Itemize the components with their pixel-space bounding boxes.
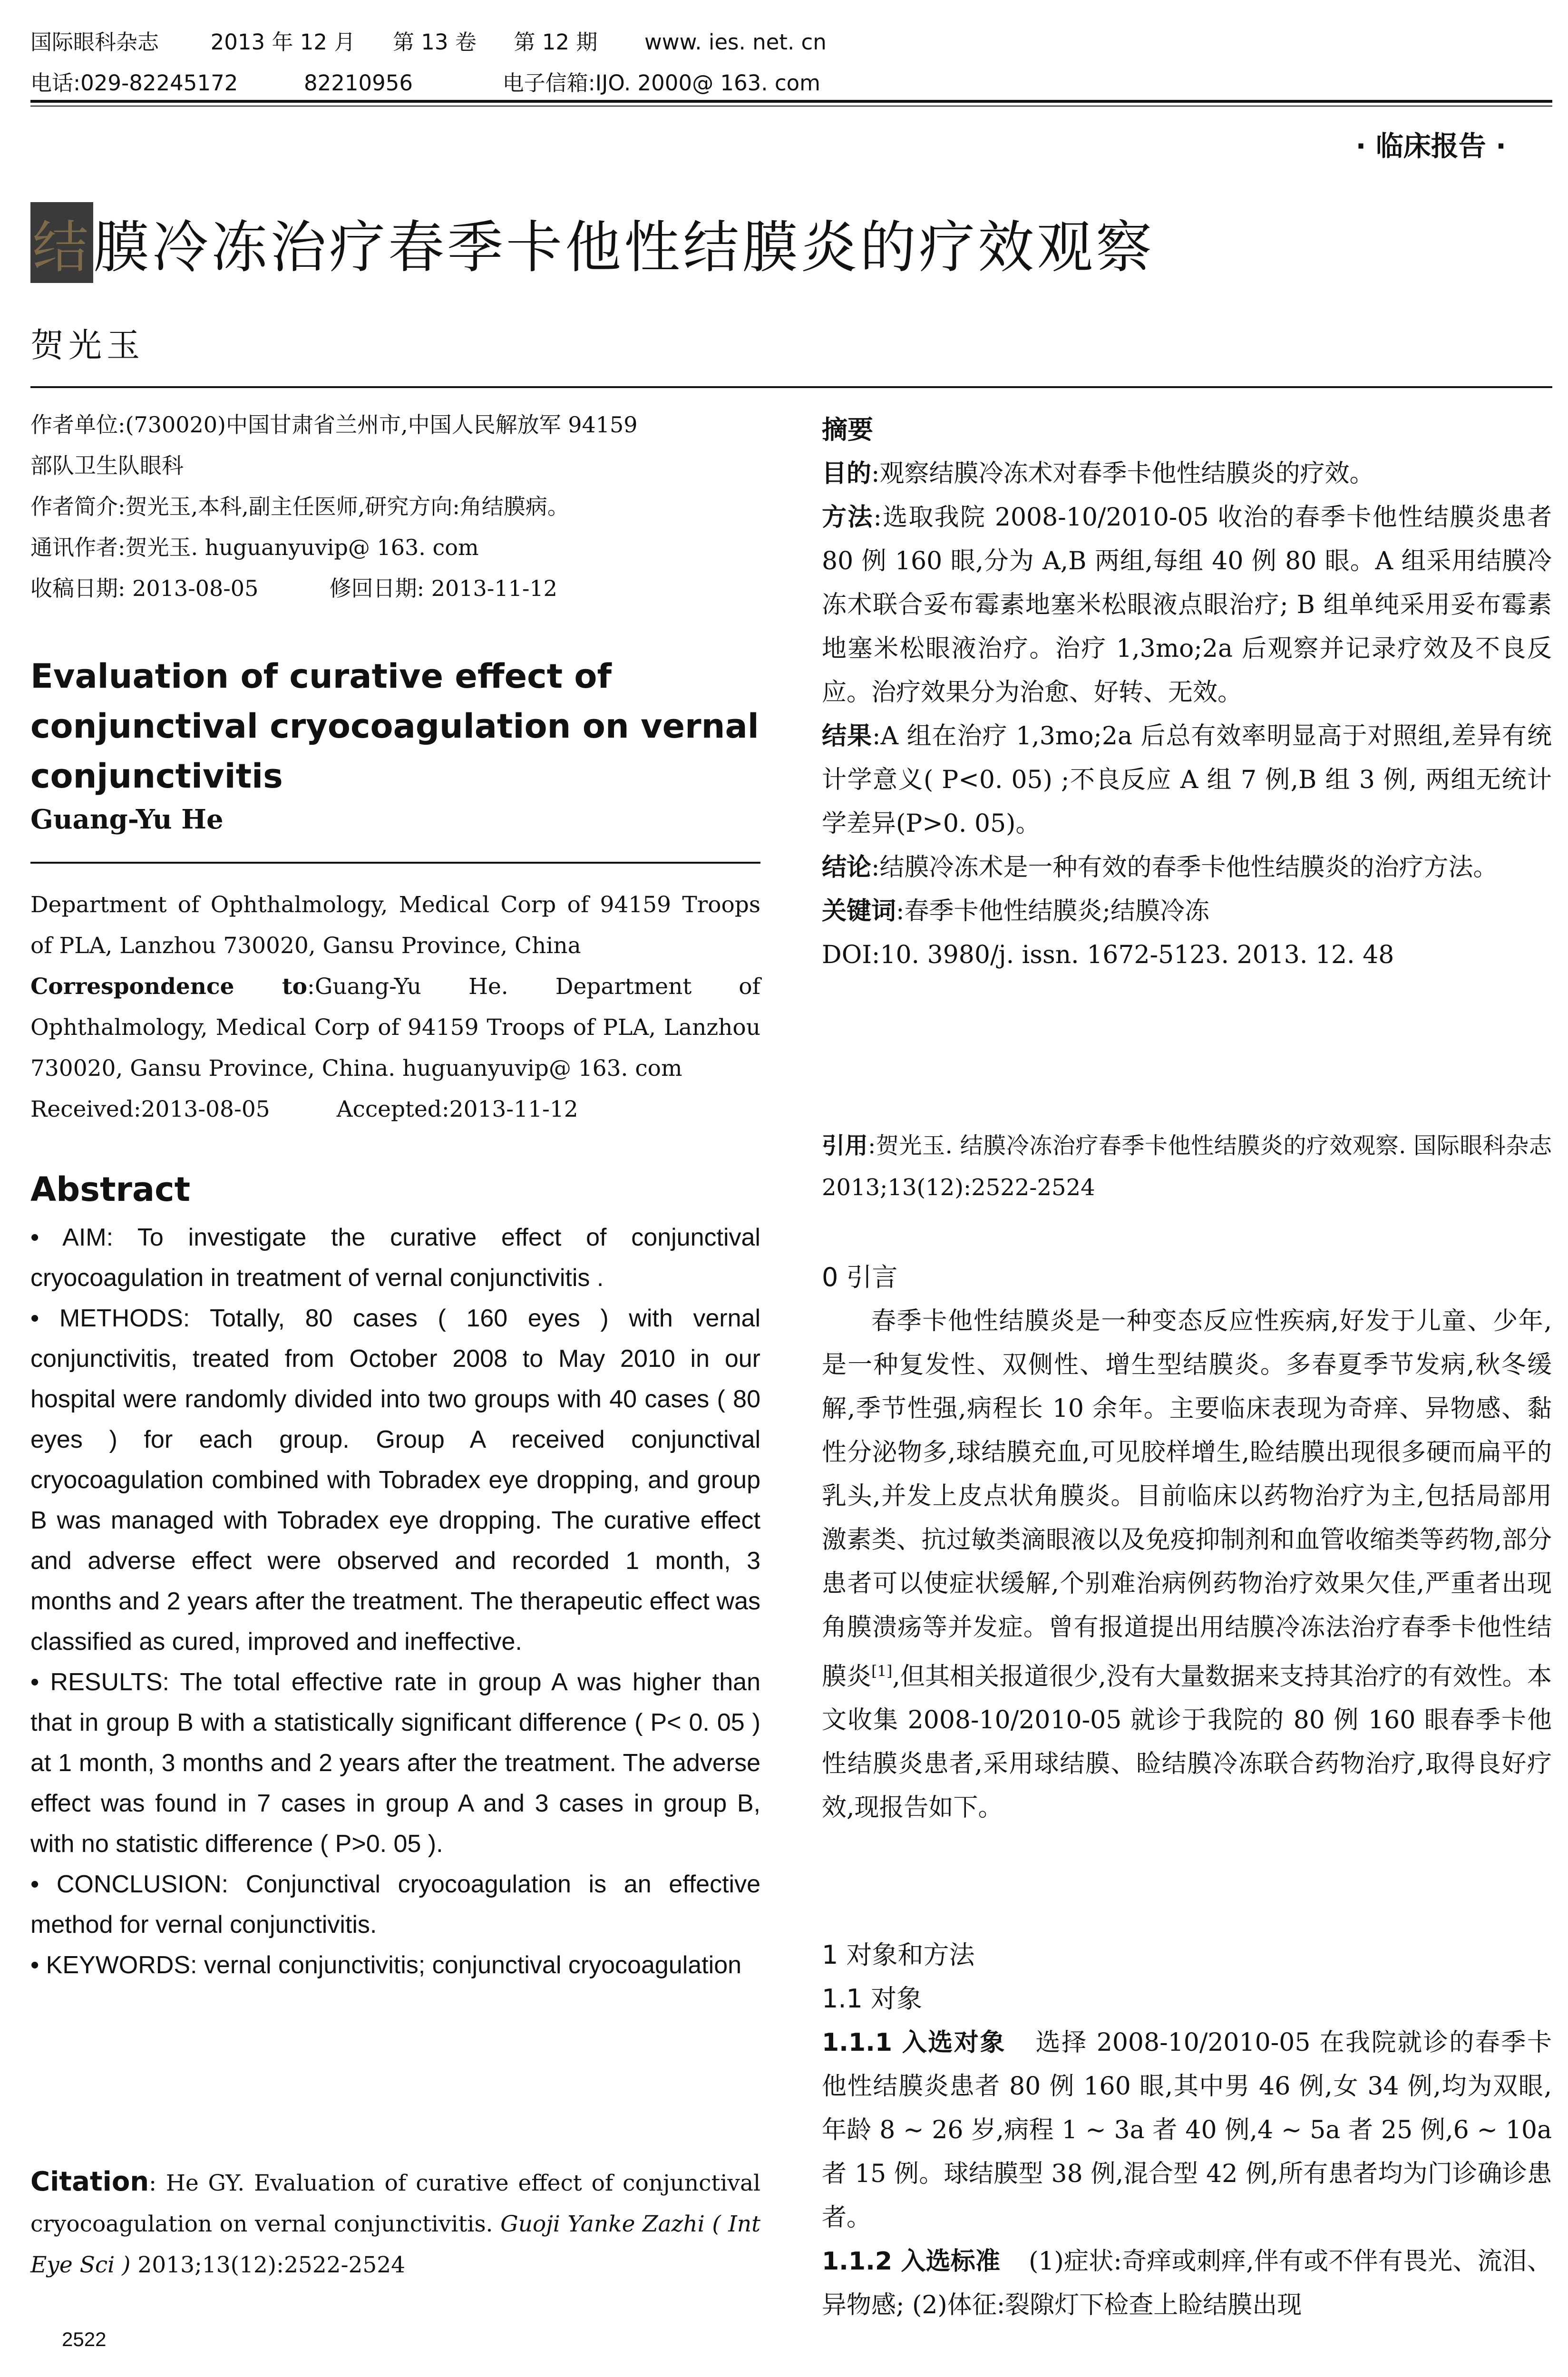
methods-section — [822, 1933, 1552, 2327]
english-author-rule — [30, 862, 760, 864]
methods-heading: 1 对象和方法 — [822, 1940, 975, 1970]
english-author — [30, 804, 760, 835]
corr-label: Correspondence to — [30, 974, 307, 1000]
citation-journal: Guoji Yanke Zazhi ( Int Eye Sci ) — [30, 2211, 760, 2278]
abstract-results: • RESULTS: The total effective rate in group A was higher than that in group B with a statistically significant difference ( P< 0. 05 ) at 1 month, 3 months and 2 years after the treatment. The adverse effect was found in 7 cases in group A and 3 cases in group B, with no statistic difference ( P>0. 05 ). — [30, 1668, 760, 1858]
issue-date: 2013 年 12 月 — [210, 29, 356, 55]
cn-keywords: 关键词:春季卡他性结膜炎;结膜冷冻 — [822, 897, 1210, 925]
affiliation-line1: 作者单位:(730020)中国甘肃省兰州市,中国人民解放军 94159 — [30, 412, 638, 438]
english-title-block — [30, 652, 760, 801]
header-rule-thick — [30, 100, 1552, 103]
cn-methods: 方法:选取我院 2008-10/2010-05 收治的春季卡他性结膜炎患者 80 例 160 眼,分为 A,B 两组,每组 40 例 80 眼。A 组采用结膜冷冻术联合妥布霉素地塞米松眼液点眼治疗; B 组单纯采用妥布霉素地塞米松眼液治疗。治疗 1,3mo;2a 后观察并记录疗效及不良反应。治疗效果分为治愈、好转、无效。 — [822, 503, 1552, 707]
title-first-char: 结 — [30, 202, 93, 283]
english-citation — [30, 2162, 760, 2286]
english-title: Evaluation of curative effect of conjunctival cryocoagulation on vernal conjunctivitis — [30, 657, 759, 796]
abstract-methods: • METHODS: Totally, 80 cases ( 160 eyes ) with vernal conjunctivitis, treated from October 2008 to May 2010 in our hospital were randomly divided into two groups with 40 cases ( 80 eyes ) for each group. Group A received conjunctival cryocoagulation combined with Tobradex eye dropping, and group B was managed with Tobradex eye dropping. The curative effect and adverse effect were observed and recorded 1 month, 3 months and 2 years after the treatment. The therapeutic effect was classified as cured, improved and ineffective. — [30, 1305, 760, 1656]
cn-conclusion: 结论:结膜冷冻术是一种有效的春季卡他性结膜炎的治疗方法。 — [822, 853, 1498, 882]
english-department: Department of Ophthalmology, Medical Corp of 94159 Troops of PLA, Lanzhou 730020, Gansu Province, China — [30, 892, 760, 959]
cn-abstract-heading: 摘要 — [822, 415, 873, 445]
journal-header-line1 — [30, 25, 827, 56]
abstract-aim: • AIM: To investigate the curative effect of conjunctival cryocoagulation in treatment of vernal conjunctivitis . — [30, 1224, 760, 1292]
cn-doi: DOI:10. 3980/j. issn. 1672-5123. 2013. 12. 48 — [822, 941, 1394, 969]
abstract-keywords: • KEYWORDS: vernal conjunctivitis; conjunctival cryocoagulation — [30, 1951, 742, 1979]
email[interactable]: 电子信箱:IJO. 2000@ 163. com — [502, 70, 820, 96]
journal-header-line2 — [30, 66, 820, 97]
cn-aim: 目的:观察结膜冷冻术对春季卡他性结膜炎的疗效。 — [822, 459, 1374, 488]
correspondence: 通讯作者:贺光玉. huguanyuvip@ 163. com — [30, 535, 479, 560]
revised-date: 修回日期: 2013-11-12 — [329, 575, 557, 601]
citation-label: Citation — [30, 2166, 149, 2197]
intro-heading: 0 引言 — [822, 1262, 898, 1292]
chinese-abstract — [822, 408, 1552, 977]
title-rule — [30, 386, 1552, 388]
dates — [30, 568, 760, 609]
english-correspondence — [30, 966, 760, 1089]
english-affiliation — [30, 885, 760, 1130]
corr-text: :Guang-Yu He. Department of Ophthalmology, Medical Corp of 94159 Troops of PLA, Lanzhou 730020, Gansu Province, China. huguanyuvip@ 163. com — [30, 974, 760, 1081]
en-accepted: Accepted:2013-11-12 — [336, 1096, 578, 1122]
introduction — [822, 1256, 1552, 1830]
subjects-heading: 1.1 对象 — [822, 1984, 923, 2014]
affiliation-line2: 部队卫生队眼科 — [30, 453, 184, 478]
phone: 电话:029-82245172 — [30, 70, 238, 96]
website[interactable]: www. ies. net. cn — [644, 29, 827, 55]
citation-text: Citation: He GY. Evaluation of curative effect of conjunctival cryocoagulation on vernal conjunctivitis. Guoji Yanke Zazhi ( Int Eye Sci ) 2013;13(12):2522-2524 — [30, 2166, 760, 2278]
chinese-citation — [822, 1125, 1552, 1208]
abstract-conclusion: • CONCLUSION: Conjunctival cryocoagulation is an effective method for vernal conjunctivitis. — [30, 1870, 760, 1939]
author-bio: 作者简介:贺光玉,本科,副主任医师,研究方向:角结膜病。 — [30, 494, 569, 519]
journal-name: 国际眼科杂志 — [30, 29, 159, 55]
volume: 第 13 卷 — [392, 29, 477, 55]
ref-1: [1] — [871, 1663, 893, 1680]
en-received: Received:2013-08-05 — [30, 1096, 270, 1122]
header-rule-thin — [30, 106, 1552, 107]
english-author-name: Guang-Yu He — [30, 804, 224, 835]
inclusion-criteria: 1.1.2 入选标准 (1)症状:奇痒或刺痒,伴有或不伴有畏光、流泪、异物感; (2)体征:裂隙灯下检查上睑结膜出现 — [822, 2247, 1552, 2319]
title-rest: 膜冷冻治疗春季卡他性结膜炎的疗效观察 — [93, 214, 1155, 280]
english-abstract — [30, 1170, 760, 1986]
inclusion-subjects: 1.1.1 入选对象 选择 2008-10/2010-05 在我院就诊的春季卡他性结膜炎患者 80 例 160 眼,其中男 46 例,女 34 例,均为双眼,年龄 8 ~ 26 岁,病程 1 ~ 3a 者 40 例,4 ~ 5a 者 25 例,6 ~ 10a 者 15 例。球结膜型 38 例,混合型 42 例,所有患者均为门诊确诊患者。 — [822, 2028, 1552, 2232]
received-date: 收稿日期: 2013-08-05 — [30, 575, 259, 601]
cn-citation-label: 引用 — [822, 1132, 868, 1159]
article-title — [30, 202, 1155, 283]
cn-results: 结果:A 组在治疗 1,3mo;2a 后总有效率明显高于对照组,差异有统计学意义( P<0. 05) ;不良反应 A 组 7 例,B 组 3 例, 两组无统计学差异(P>0. 05)。 — [822, 722, 1552, 838]
english-dates — [30, 1089, 760, 1130]
author-cn: 贺光玉 — [30, 326, 145, 365]
cn-citation-text: :贺光玉. 结膜冷冻治疗春季卡他性结膜炎的疗效观察. 国际眼科杂志 2013;13(12):2522-2524 — [822, 1132, 1552, 1201]
intro-paragraph: 春季卡他性结膜炎是一种变态反应性疾病,好发于儿童、少年,是一种复发性、双侧性、增生型结膜炎。多春夏季节发病,秋冬缓解,季节性强,病程长 10 余年。主要临床表现为奇痒、异物感、黏性分泌物多,球结膜充血,可见胶样增生,睑结膜出现很多硬而扁平的乳头,并发上皮点状角膜炎。目前临床以药物治疗为主,包括局部用激素类、抗过敏类滴眼液以及免疫抑制剂和血管收缩类等药物,部分患者可以使症状缓解,个别难治病例药物治疗效果欠佳,严重者出现角膜溃疡等并发症。曾有报道提出用结膜冷冻法治疗春季卡他性结膜炎[1],但其相关报道很少,没有大量数据来支持其治疗的有效性。本文收集 2008-10/2010-05 就诊于我院的 80 例 160 眼春季卡他性结膜炎患者,采用球结膜、睑结膜冷冻联合药物治疗,取得良好疗效,现报告如下。 — [822, 1307, 1552, 1822]
section-tag: · 临床报告 · — [1355, 130, 1506, 162]
issue-number: 第 12 期 — [514, 29, 598, 55]
author-info — [30, 404, 760, 609]
phone2: 82210956 — [303, 70, 413, 96]
page-number: 2522 — [62, 2328, 107, 2350]
abstract-heading: Abstract — [30, 1170, 191, 1209]
